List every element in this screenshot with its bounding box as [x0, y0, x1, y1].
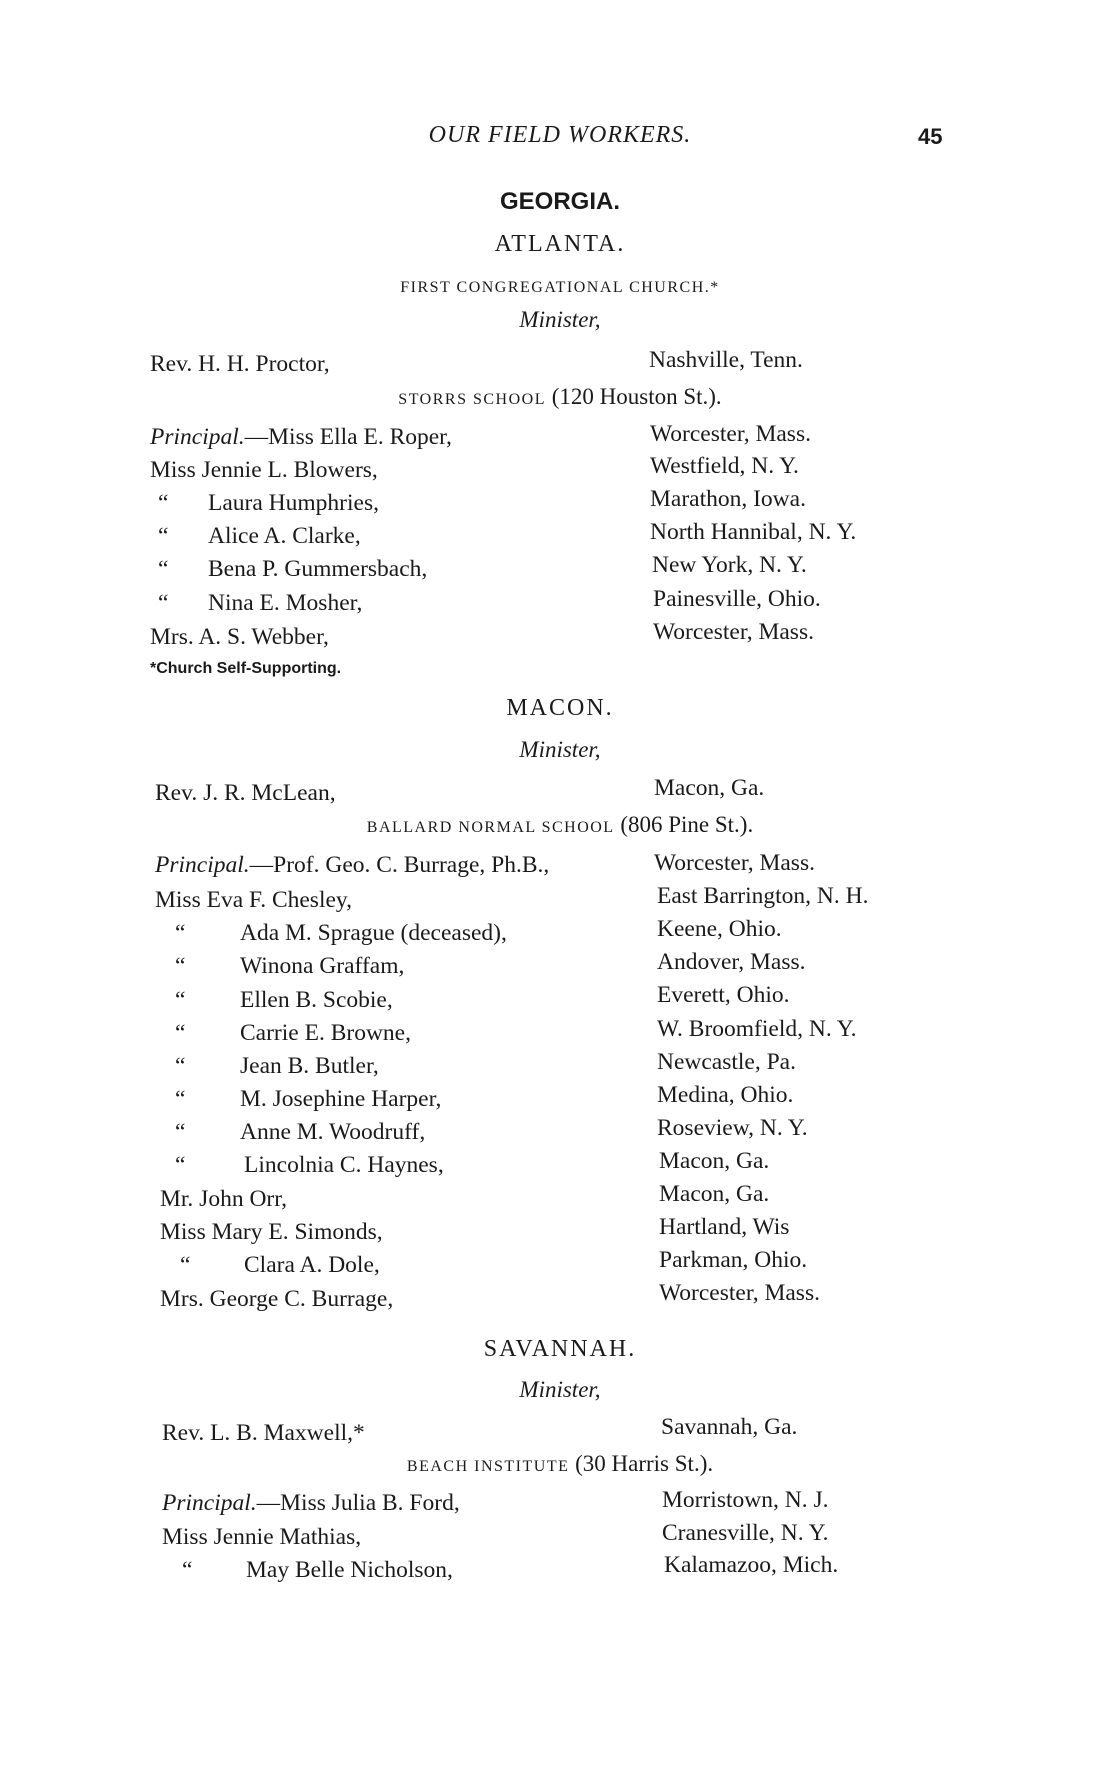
staff-place: Worcester, Mass. [653, 619, 814, 645]
church-name: FIRST CONGREGATIONAL CHURCH.* [400, 279, 720, 296]
staff-name: Mrs. A. S. Webber, [150, 624, 329, 650]
principal-label: Principal. [155, 852, 250, 878]
school-heading [0, 1451, 1120, 1477]
staff-place: Everett, Ohio. [657, 982, 790, 1008]
ditto-mark: “ [180, 1252, 191, 1278]
principal-row [162, 1490, 460, 1517]
principal-label: Principal. [162, 1490, 257, 1516]
staff-name: “ Jean B. Butler, [155, 1053, 379, 1080]
staff-place: Painesville, Ohio. [653, 586, 821, 612]
staff-name: “ May Belle Nicholson, [162, 1557, 453, 1584]
minister-label: Minister, [519, 307, 601, 332]
ditto-mark: “ [175, 1053, 186, 1079]
staff-place: Kalamazoo, Mich. [664, 1552, 839, 1578]
staff-name: Miss Jennie Mathias, [162, 1524, 362, 1550]
ditto-mark: “ [175, 920, 186, 946]
staff-place: Westfield, N. Y. [650, 453, 799, 479]
school-name: BEACH INSTITUTE [406, 1458, 570, 1475]
staff-name: Miss Mary E. Simonds, [160, 1219, 383, 1245]
staff-place: Cranesville, N. Y. [662, 1520, 829, 1546]
staff-place: W. Broomfield, N. Y. [657, 1016, 857, 1042]
staff-name: Mr. John Orr, [160, 1186, 288, 1212]
staff-name: “ Laura Humphries, [150, 490, 379, 517]
school-heading [0, 812, 1120, 838]
principal-name: —Miss Julia B. Ford, [256, 1490, 460, 1516]
principal-name: —Miss Ella E. Roper, [244, 424, 452, 450]
staff-place: Macon, Ga. [659, 1148, 770, 1174]
ditto-mark: “ [175, 987, 186, 1013]
staff-place: Worcester, Mass. [659, 1280, 820, 1306]
staff-place: Andover, Mass. [657, 949, 806, 975]
ditto-mark: “ [175, 1020, 186, 1046]
ditto-mark: “ [175, 1119, 186, 1145]
staff-place: New York, N. Y. [652, 552, 807, 578]
state-heading: GEORGIA. [499, 188, 620, 215]
staff-name: Miss Jennie L. Blowers, [150, 457, 378, 483]
staff-place: Parkman, Ohio. [659, 1247, 808, 1273]
school-name: BALLARD NORMAL SCHOOL [366, 819, 615, 836]
principal-name: —Prof. Geo. C. Burrage, Ph.B., [249, 852, 550, 878]
staff-name: “ Ellen B. Scobie, [155, 987, 393, 1014]
school-address: (806 Pine St.). [620, 812, 754, 837]
staff-name: “ Alice A. Clarke, [150, 523, 361, 550]
minister-label: Minister, [519, 737, 601, 762]
ditto-mark: “ [175, 953, 186, 979]
principal-row [150, 424, 452, 451]
footnote: *Church Self-Supporting. [150, 660, 342, 677]
staff-name: Miss Eva F. Chesley, [155, 887, 352, 913]
staff-place: Hartland, Wis [659, 1214, 790, 1240]
staff-place: Keene, Ohio. [657, 916, 782, 942]
ditto-mark: “ [158, 490, 169, 516]
ditto-mark: “ [158, 523, 169, 549]
page-number: 45 [918, 124, 943, 149]
ditto-mark: “ [182, 1557, 193, 1583]
principal-label: Principal. [150, 424, 245, 450]
minister-label: Minister, [519, 1377, 601, 1402]
church-heading [0, 272, 1120, 298]
school-heading [0, 384, 1120, 410]
staff-name: Mrs. George C. Burrage, [160, 1286, 394, 1312]
staff-name: “ Anne M. Woodruff, [155, 1119, 425, 1146]
minister-name: Rev. J. R. McLean, [155, 780, 336, 806]
ditto-mark: “ [158, 556, 169, 582]
staff-name: “ M. Josephine Harper, [155, 1086, 441, 1113]
staff-name: “ Clara A. Dole, [160, 1252, 380, 1279]
ditto-mark: “ [158, 590, 169, 616]
staff-place: North Hannibal, N. Y. [650, 519, 857, 545]
staff-place: East Barrington, N. H. [657, 883, 869, 909]
city-heading: ATLANTA. [494, 231, 626, 257]
school-name: STORRS SCHOOL [398, 391, 546, 408]
principal-place: Worcester, Mass. [654, 850, 815, 876]
staff-place: Macon, Ga. [659, 1181, 770, 1207]
principal-row [155, 852, 549, 879]
staff-name: “ Winona Graffam, [155, 953, 404, 980]
school-address: (30 Harris St.). [575, 1451, 714, 1476]
principal-place: Morristown, N. J. [662, 1487, 829, 1513]
minister-place: Nashville, Tenn. [649, 347, 803, 373]
staff-name: “ Ada M. Sprague (deceased), [155, 920, 507, 947]
city-heading: SAVANNAH. [483, 1336, 637, 1362]
staff-place: Newcastle, Pa. [657, 1049, 796, 1075]
staff-name: “ Bena P. Gummersbach, [150, 556, 427, 583]
minister-name: Rev. H. H. Proctor, [150, 351, 330, 377]
staff-place: Medina, Ohio. [657, 1082, 794, 1108]
running-title: OUR FIELD WORKERS. [428, 122, 692, 148]
staff-place: Marathon, Iowa. [650, 486, 806, 512]
staff-name: “ Nina E. Mosher, [150, 590, 362, 617]
ditto-mark: “ [175, 1086, 186, 1112]
ditto-mark: “ [175, 1152, 186, 1178]
minister-name: Rev. L. B. Maxwell,* [162, 1420, 365, 1446]
city-heading: MACON. [506, 695, 614, 721]
staff-name: “ Carrie E. Browne, [155, 1020, 411, 1047]
minister-place: Savannah, Ga. [661, 1414, 798, 1440]
minister-place: Macon, Ga. [654, 775, 765, 801]
staff-name: “ Lincolnia C. Haynes, [155, 1152, 444, 1179]
principal-place: Worcester, Mass. [650, 421, 811, 447]
staff-place: Roseview, N. Y. [657, 1115, 808, 1141]
school-address: (120 Houston St.). [551, 384, 722, 409]
